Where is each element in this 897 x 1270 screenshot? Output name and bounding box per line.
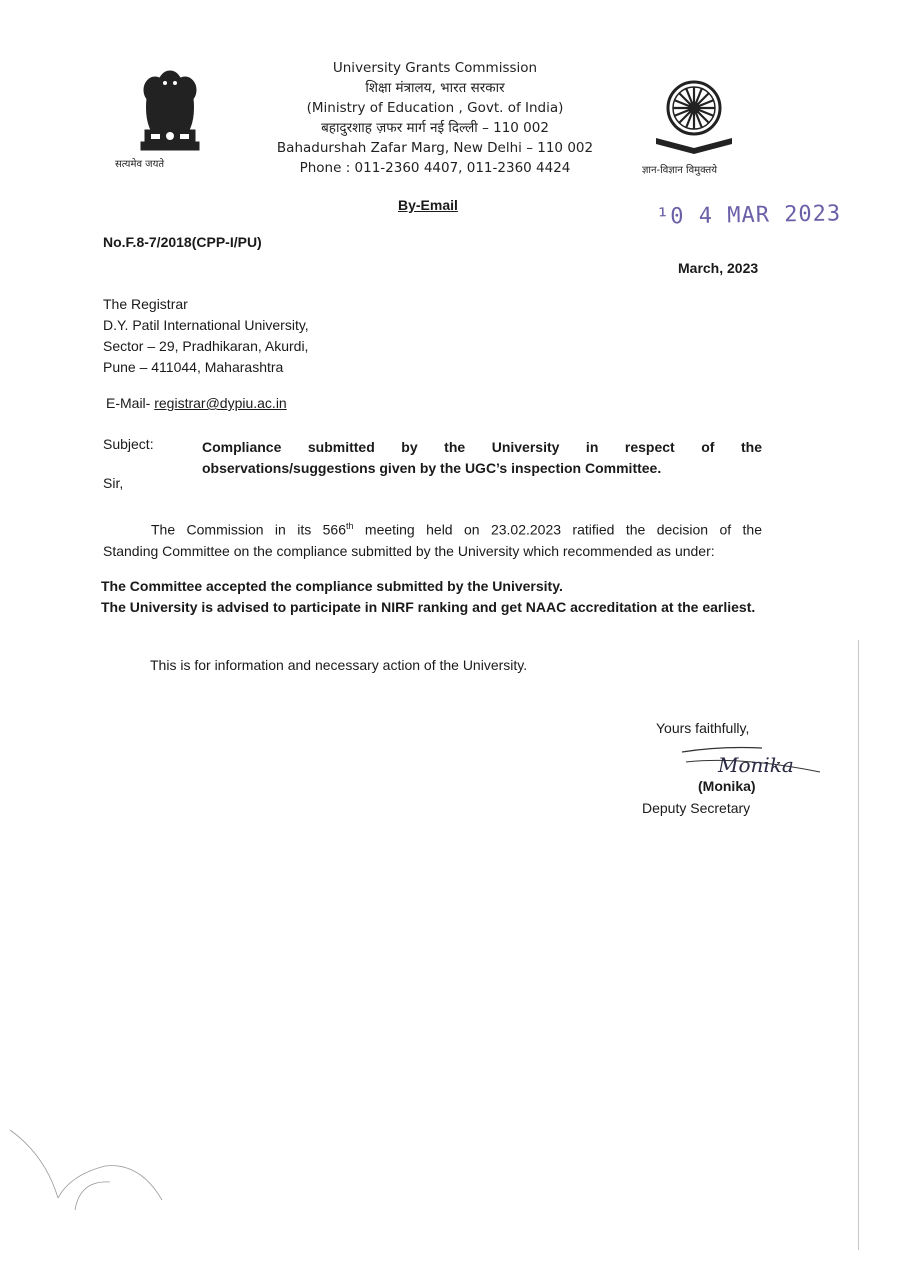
body-line: Standing Committee on the compliance submitted by the University which recommended as under:	[103, 542, 715, 559]
closing-paragraph: This is for information and necessary action of the University.	[150, 657, 528, 673]
email-label: E-Mail-	[106, 395, 151, 411]
signer-designation: Deputy Secretary	[642, 800, 751, 816]
addressee-line: Sector – 29, Pradhikaran, Akurdi,	[103, 338, 309, 354]
body-paragraph	[103, 516, 762, 562]
subject-label: Subject:	[103, 436, 154, 452]
recommendation-line: The Committee accepted the compliance submitted by the University.	[101, 578, 563, 594]
delivery-mode: By-Email	[398, 197, 458, 213]
ministry-name: (Ministry of Education , Govt. of India)	[306, 100, 564, 116]
address-line: Bahadurshah Zafar Marg, New Delhi – 110 002	[276, 140, 594, 156]
subject-line: observations/suggestions given by the UGC’s inspection Committee.	[202, 460, 662, 476]
national-emblem-icon	[125, 68, 215, 160]
emblem-motto-right: ज्ञान-विज्ञान विमुक्तये	[642, 165, 718, 176]
salutation: Sir,	[103, 475, 124, 491]
scan-edge-line	[858, 640, 859, 1250]
ugc-logo	[642, 78, 740, 178]
subject-line: Compliance submitted by the University in respect of the	[202, 439, 762, 455]
signature-text: Monika	[718, 753, 794, 777]
committee-recommendation	[101, 576, 762, 618]
emblem-motto-left: सत्यमेव जयते	[115, 159, 165, 170]
addressee-line: The Registrar	[103, 296, 188, 312]
org-name: University Grants Commission	[332, 60, 538, 76]
national-emblem	[115, 68, 215, 176]
scan-marks	[0, 1120, 200, 1240]
addressee-line: D.Y. Patil International University,	[103, 317, 309, 333]
email-link[interactable]: registrar@dypiu.ac.in	[154, 395, 287, 411]
letterhead	[250, 58, 620, 178]
closing-phrase: Yours faithfully,	[656, 720, 750, 736]
body-text: The Commission in its 566	[151, 521, 346, 538]
addressee-line: Pune – 411044, Maharashtra	[103, 359, 284, 375]
recommendation-line: The University is advised to participate in NIRF ranking and get NAAC accreditation at the earliest.	[101, 599, 756, 615]
received-stamp: ¹0 4 MAR 2023	[655, 201, 842, 230]
signer-name: (Monika)	[698, 778, 756, 794]
ministry-hindi: शिक्षा मंत्रालय, भारत सरकार	[365, 80, 505, 96]
address-hindi: बहादुरशाह ज़फर मार्ग नई दिल्ली – 110 002	[321, 120, 549, 136]
subject-text	[202, 437, 762, 479]
addressee-block	[103, 294, 309, 378]
reference-number: No.F.8-7/2018(CPP-I/PU)	[103, 234, 262, 250]
ordinal-suffix: th	[346, 521, 354, 531]
body-text: meeting held on 23.02.2023 ratified the decision of the	[353, 521, 762, 538]
phone-line: Phone : 011-2360 4407, 011-2360 4424	[299, 160, 571, 176]
body-line	[103, 516, 762, 541]
email-line	[106, 395, 287, 411]
ugc-logo-icon	[648, 78, 740, 158]
letter-date: March, 2023	[678, 260, 759, 276]
